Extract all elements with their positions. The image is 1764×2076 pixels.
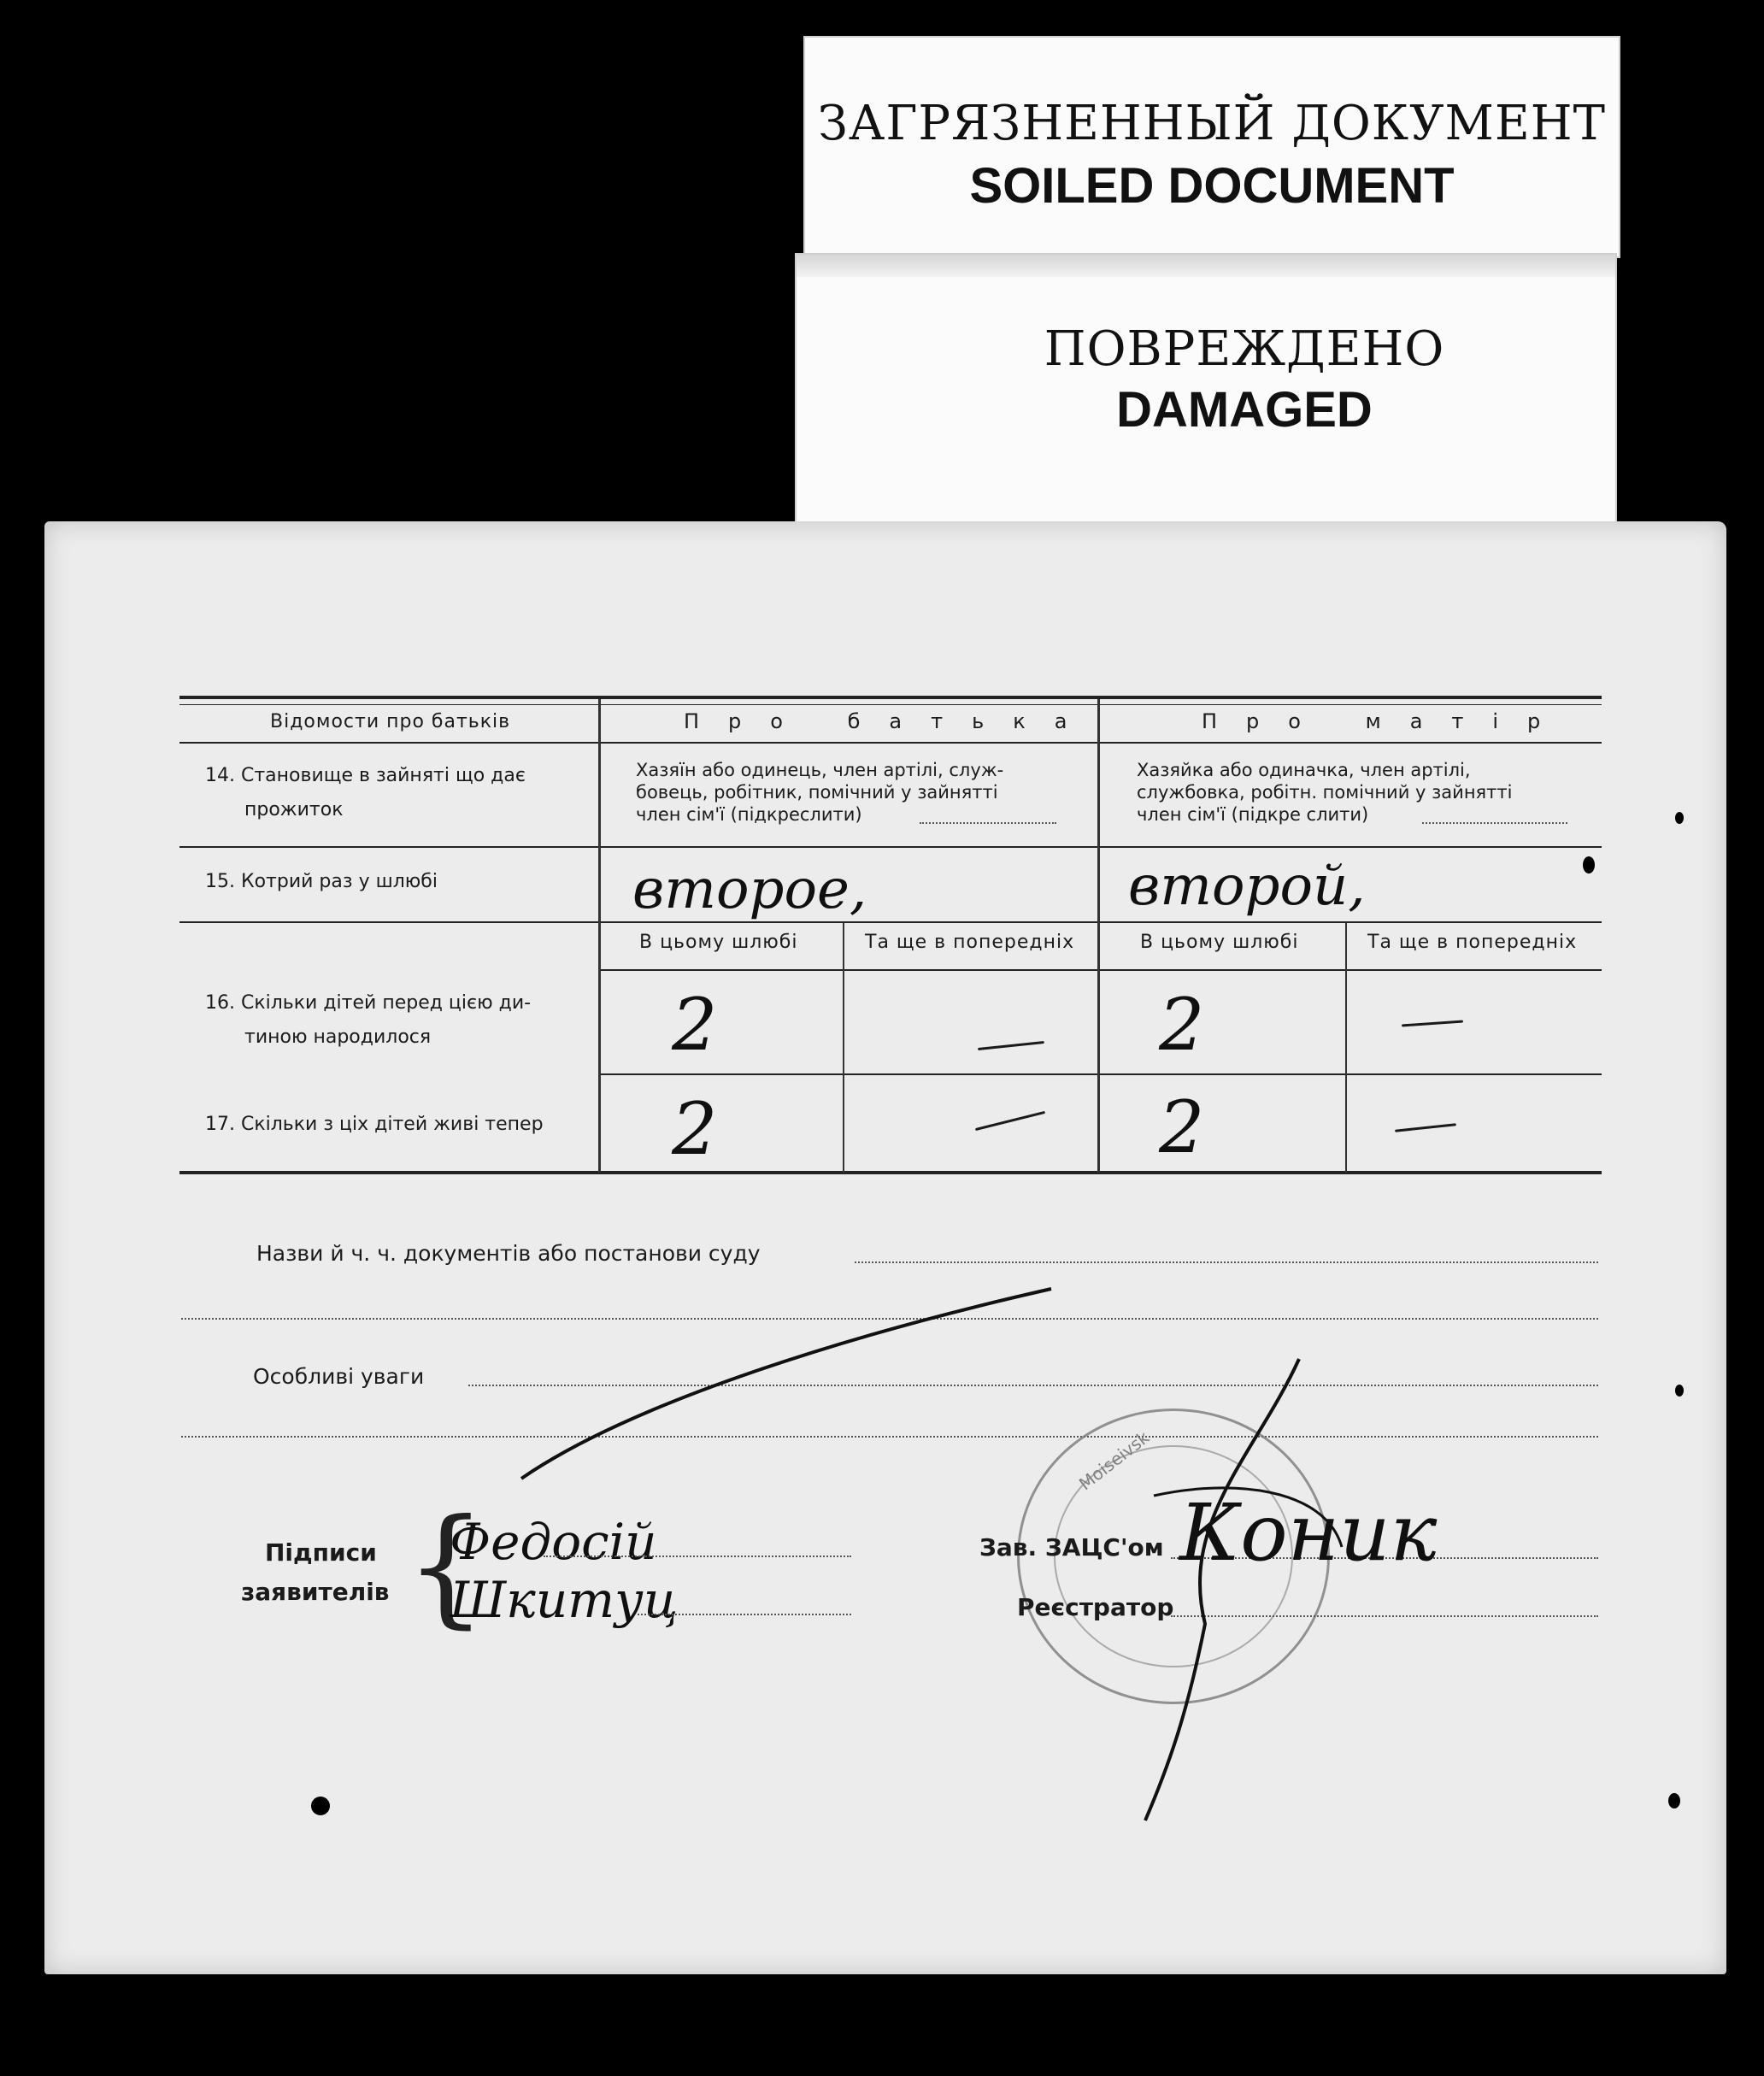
row14-mother-options-3: член сім'ї (підкре слити): [1137, 804, 1369, 825]
table-top-rule-thin: [179, 704, 1602, 705]
remarks-label: Особливі уваги: [253, 1364, 425, 1389]
father-subcolumn-divider: [843, 923, 844, 1173]
applicants-label-cont: заявителів: [241, 1578, 390, 1606]
blank-field-strike: [496, 1273, 1060, 1496]
edge-speck: [1675, 1385, 1684, 1397]
row16-mother-this: 2: [1159, 983, 1205, 1067]
applicant-1-line: [544, 1556, 851, 1557]
row15-label: 15. Котрий раз у шлюбі: [205, 871, 438, 892]
row15-father-value: второе,: [632, 858, 867, 921]
edge-speck: [1675, 812, 1684, 824]
row14-father-options: Хазяїн або одинець, член артілі, служ-: [636, 760, 1004, 780]
edge-speck: [1583, 856, 1595, 873]
documents-line: [855, 1261, 1598, 1263]
header-father: Про батька: [684, 709, 1097, 733]
head-signature-flourish: [1128, 1350, 1350, 1829]
row14-mother-options-2: службовка, робітн. помічний у зайнятті: [1137, 782, 1513, 803]
subheader-father-previous: Та ще в попередніх: [865, 932, 1075, 953]
row14-mother-options: Хазяйка або одиначка, член артілі,: [1137, 760, 1471, 780]
row14-rule: [179, 846, 1602, 848]
soiled-document-label: [803, 36, 1620, 258]
head-label: Зав. ЗАЦС'ом: [979, 1533, 1164, 1561]
table-bottom-rule: [179, 1171, 1602, 1174]
row17-mother-this: 2: [1159, 1085, 1205, 1169]
subheader-rule: [600, 969, 1602, 971]
registrar-label: Реєстратор: [1017, 1593, 1174, 1621]
table-top-rule: [179, 696, 1602, 699]
subheader-mother-this: В цьому шлюбі: [1140, 932, 1299, 953]
damaged-label-ru: ПОВРЕЖДЕНО: [1044, 321, 1445, 377]
soiled-label-en: SOILED DOCUMENT: [969, 158, 1455, 214]
head-signature: Коник: [1179, 1487, 1438, 1579]
soiled-label-ru: ЗАГРЯЗНЕННЫЙ ДОКУМЕНТ: [818, 96, 1606, 151]
applicants-brace: {: [405, 1492, 487, 1641]
edge-speck: [1668, 1793, 1680, 1808]
subheader-father-this: В цьому шлюбі: [639, 932, 798, 953]
applicants-label: Підписи: [265, 1538, 377, 1567]
row17-label: 17. Скільки з ціх дітей живі тепер: [205, 1114, 544, 1135]
row14-father-options-3: член сім'ї (підкреслити): [636, 804, 862, 825]
punch-hole: [311, 1797, 330, 1815]
row16-rule: [600, 1073, 1602, 1075]
table-divider-middle: [1097, 699, 1100, 1173]
row16-father-this: 2: [672, 983, 718, 1067]
row14-father-dots: [920, 822, 1056, 824]
row14-label-cont: прожиток: [244, 799, 344, 820]
applicant-2-signature: Шкитуц: [450, 1571, 679, 1629]
row14-label: 14. Становище в зайняті що дає: [205, 765, 526, 786]
stamp-text: Moiseivsk: [1074, 1426, 1154, 1495]
row14-father-options-2: бовець, робітник, помічний у зайнятті: [636, 782, 998, 803]
applicant-2-line: [638, 1614, 851, 1615]
row16-label-cont: тиною народилося: [244, 1026, 432, 1048]
label-fold-shadow: [797, 255, 1615, 277]
row15-mother-value: второй,: [1128, 855, 1366, 918]
row14-mother-dots: [1422, 822, 1567, 824]
table-header-rule: [179, 742, 1602, 744]
row16-label: 16. Скільки дітей перед цією ди-: [205, 992, 532, 1014]
row17-father-this: 2: [672, 1087, 718, 1171]
damaged-document-label: [795, 253, 1617, 523]
header-mother: Про матір: [1202, 709, 1570, 733]
row15-rule: [179, 921, 1602, 923]
damaged-label-en: DAMAGED: [1116, 382, 1373, 438]
subheader-mother-previous: Та ще в попередніх: [1367, 932, 1578, 953]
header-parents: Відомости про батьків: [270, 711, 511, 732]
applicant-1-signature: Федосій: [450, 1513, 657, 1571]
mother-subcolumn-divider: [1345, 923, 1347, 1173]
documents-label: Назви й ч. ч. документів або постанови суду: [256, 1241, 761, 1266]
table-divider-left: [598, 699, 601, 1173]
